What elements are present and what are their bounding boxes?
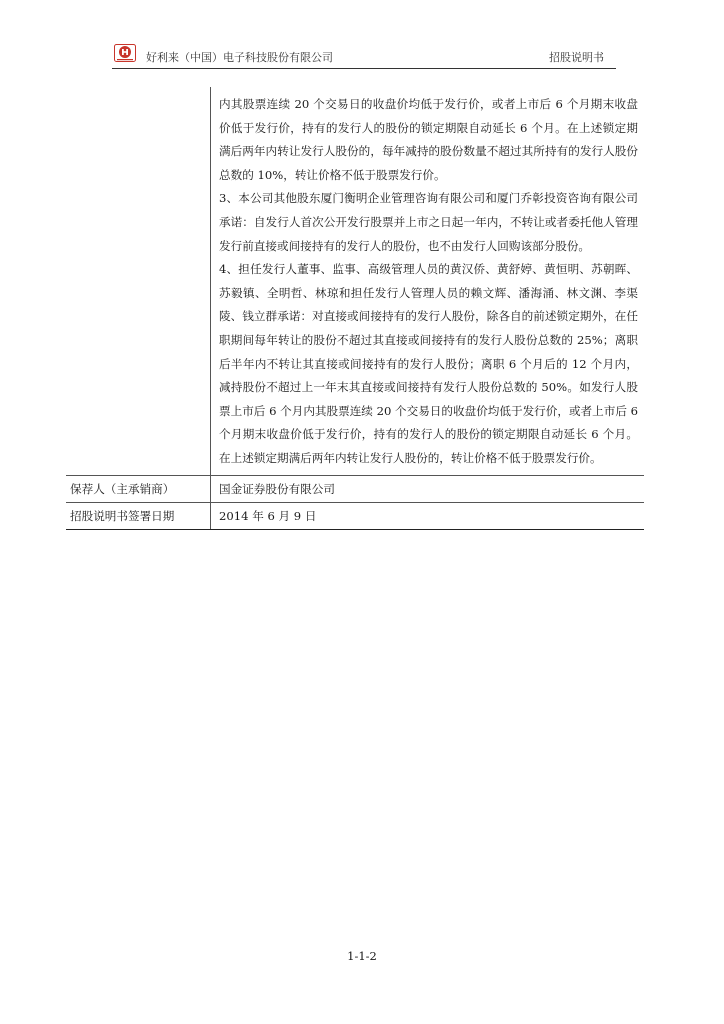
- empty-label-cell: [66, 87, 211, 475]
- table-row: [66, 475, 644, 502]
- signing-date-label: 招股说明书签署日期: [66, 502, 211, 529]
- commitment-paragraph: 3、本公司其他股东厦门衡明企业管理咨询有限公司和厦门乔彰投资咨询有限公司承诺：自发行人首次公开发行股票并上市之日起一年内，不转让或者委托他人管理发行前直接或间接持有的发行人的股份，也不由发行人回购该部分股份。: [219, 191, 638, 253]
- commitment-paragraph: 内其股票连续 20 个交易日的收盘价均低于发行价，或者上市后 6 个月期末收盘价低于发行价，持有的发行人的股份的锁定期限自动延长 6 个月。在上述锁定期满后两年内转让发行人股份的，每年减持的股份数量不超过其所持有的发行人股份总数的 10%，转让价格不低于股票发行价。: [219, 97, 638, 182]
- sponsor-value: 国金证券股份有限公司: [211, 475, 645, 502]
- info-table: [66, 87, 644, 530]
- company-logo-icon: [114, 44, 136, 62]
- lockup-commitment-cell: [211, 87, 645, 475]
- company-name: 好利来（中国）电子科技股份有限公司: [146, 51, 333, 64]
- table-row: [66, 87, 644, 475]
- signing-date-value: 2014 年 6 月 9 日: [211, 502, 645, 529]
- commitment-paragraph: 4、担任发行人董事、监事、高级管理人员的黄汉侨、黄舒婷、黄恒明、苏朝晖、苏毅镇、全明哲、林琼和担任发行人管理人员的赖文辉、潘海涌、林文渊、李渠陵、钱立群承诺：对直接或间接持有的发行人股份，除各自的前述锁定期外，在任职期间每年转让的股份不超过其直接或间接持有的发行人股份总数的 25%；离职后半年内不转让其直接或间接持有的发行人股份；离职 6 个月后的 12 个月内，减持股份不超过上一年末其直接或间接持有发行人股份总数的 50%。如发行人股票上市后 6 个月内其股票连续 20 个交易日的收盘价均低于发行价，或者上市后 6 个月期末收盘价低于发行价，持有的发行人的股份的锁定期限自动延长 6 个月。在上述锁定期满后两年内转让发行人股份的，转让价格不低于股票发行价。: [219, 262, 638, 465]
- table-row: [66, 502, 644, 529]
- document-type: 招股说明书: [549, 51, 604, 64]
- page-header: [112, 42, 616, 69]
- page-number: 1-1-2: [347, 949, 377, 963]
- sponsor-label: 保荐人（主承销商）: [66, 475, 211, 502]
